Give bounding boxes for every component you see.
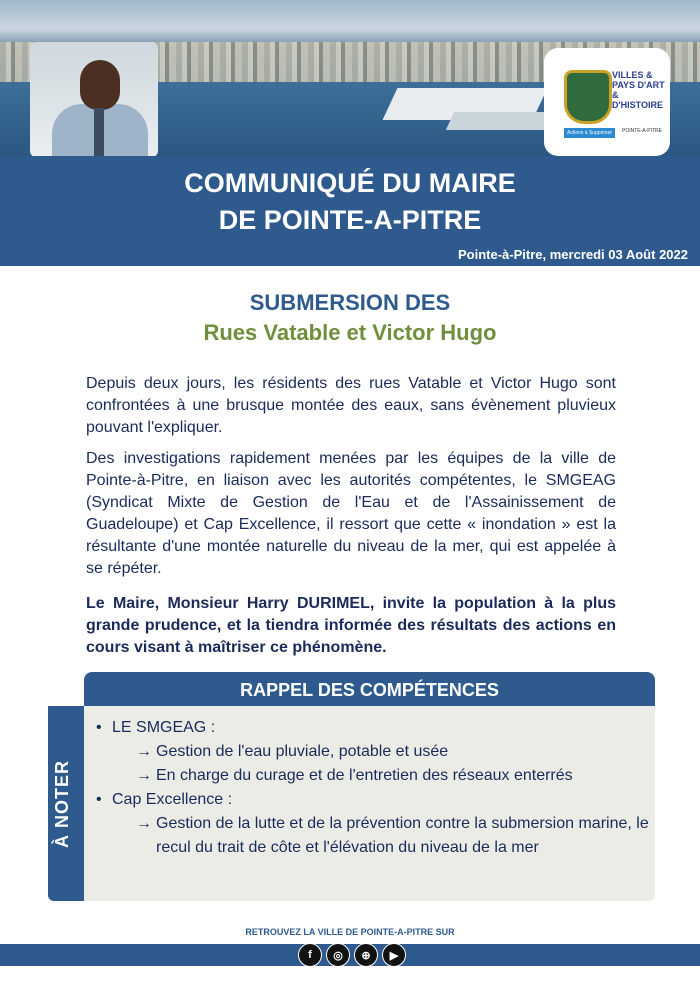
website-icon[interactable]: ⊕: [354, 943, 378, 967]
portrait-tie: [94, 108, 104, 157]
city-crest-icon: [564, 70, 612, 124]
dateline: Pointe-à-Pitre, mercredi 03 Août 2022: [458, 247, 688, 262]
list-subitem-text: Gestion de l'eau pluviale, potable et usée: [156, 743, 449, 760]
social-icons: [298, 943, 406, 967]
subject-line2: Rues Vatable et Victor Hugo: [203, 320, 497, 345]
list-subitem-text: En charge du curage et de l'entretien des réseaux enterrés: [156, 767, 573, 784]
list-subitem: [96, 740, 651, 764]
logo-city-label: POINTE-A-PITRE: [622, 128, 663, 134]
subject-line1: SUBMERSION DES: [249, 290, 451, 315]
paragraph-mayor-notice: Le Maire, Monsieur Harry DURIMEL, invite la population à la plus grande prudence, et la tiendra informée des résultats des actions en cours visant à maîtriser ce phénomène.: [86, 595, 616, 656]
list-item-smgeag: • LE SMGEAG :: [96, 716, 651, 740]
a-noter-label: À NOTER: [52, 760, 72, 848]
paragraph-investigation: Des investigations rapidement menées par les équipes de la ville de Pointe-à-Pitre, en liaison avec les autorités compétentes, le SMGEAG (Syndicat Mixte de Gestion de l'Eau et de l'Assainissement de Guadeloupe) et Cap Excellence, il ressort que cette « inondation » est la résultante d'une montée naturelle du niveau de la mer, qui est appelée à se répéter.: [86, 450, 616, 577]
arrow-right-icon: →: [136, 767, 152, 784]
page-title-line1: COMMUNIQUÉ DU MAIRE: [184, 168, 516, 198]
logo-text: VILLES & PAYS D'ART & D'HISTOIRE: [612, 70, 665, 110]
list-subitem: [96, 764, 651, 788]
footer-social-caption: RETROUVEZ LA VILLE DE POINTE-A-PITRE SUR: [245, 927, 455, 937]
page-title-line2: DE POINTE-A-PITRE: [218, 205, 482, 235]
rappel-heading: RAPPEL DES COMPÉTENCES: [84, 672, 655, 706]
instagram-icon[interactable]: ◎: [326, 943, 350, 967]
arrow-right-icon: →: [136, 743, 152, 760]
list-subitem-text: Gestion de la lutte et de la prévention contre la submersion marine, le recul du trait de côte et l'élévation du niveau de la mer: [156, 815, 649, 856]
mayor-portrait: [30, 42, 158, 157]
city-logo-card: [544, 48, 670, 156]
list-subitem: [96, 812, 651, 860]
arrow-right-icon: →: [136, 815, 152, 832]
portrait-head: [80, 60, 120, 110]
competences-list: [96, 716, 651, 860]
paragraph-intro: Depuis deux jours, les résidents des rues Vatable et Victor Hugo sont confrontées à une brusque montée des eaux, sans évènement pluvieux pouvant l'expliquer.: [86, 375, 616, 436]
youtube-icon[interactable]: ▶: [382, 943, 406, 967]
logo-small-label: Actions à Supprimer: [564, 128, 615, 138]
facebook-icon[interactable]: f: [298, 943, 322, 967]
list-item-cap-excellence: • Cap Excellence :: [96, 788, 651, 812]
